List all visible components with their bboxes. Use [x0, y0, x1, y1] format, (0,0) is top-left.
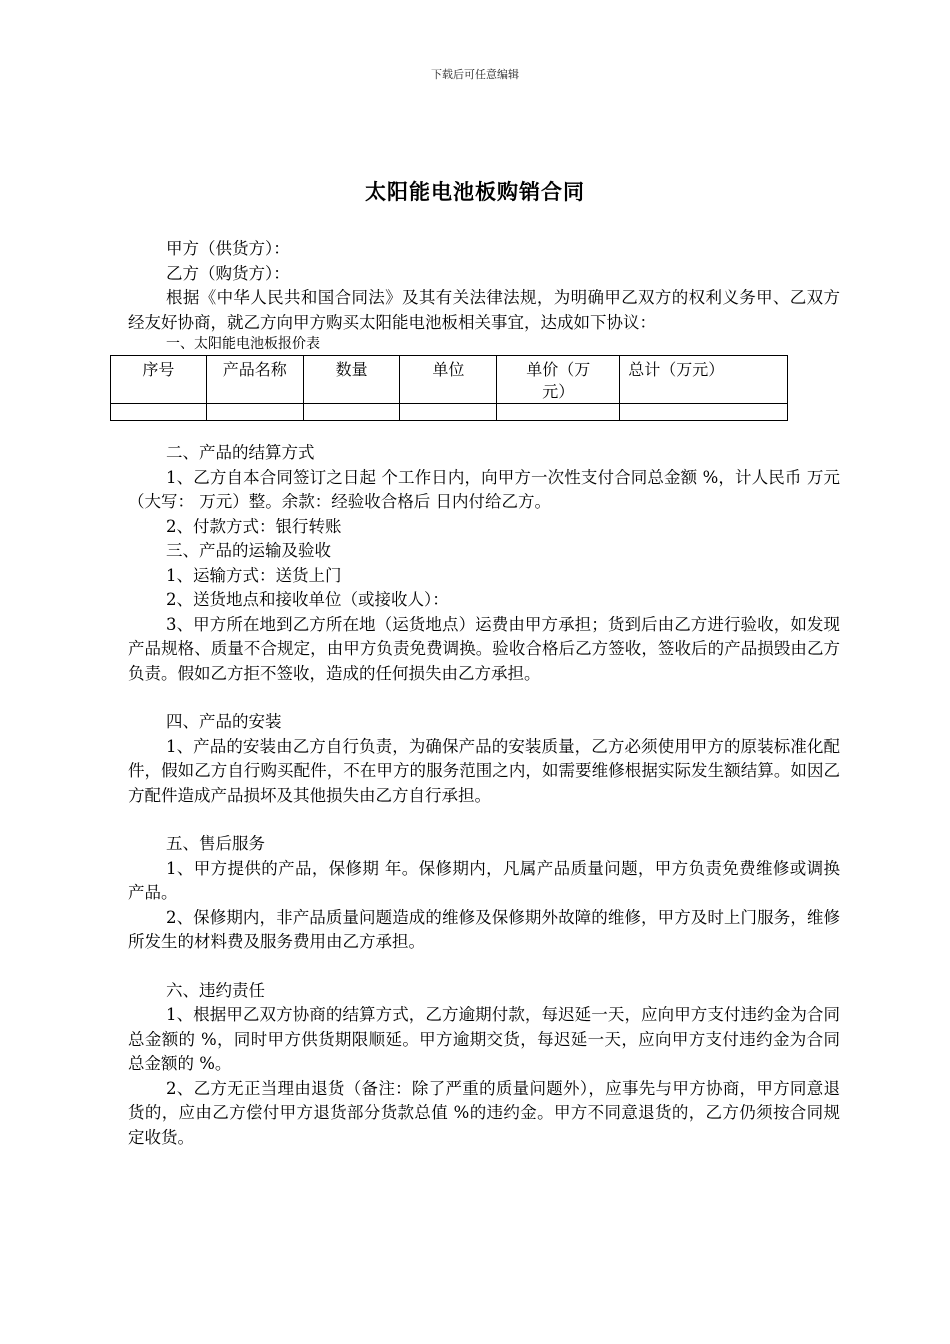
section-6-item-2: 2、乙方无正当理由退货（备注：除了严重的质量问题外），应事先与甲方协商，甲方同意退货的，应由乙方偿付甲方退货部分货款总值 %的违约金。甲方不同意退货的，乙方仍须按合同规定收货。: [128, 1078, 840, 1147]
section-6-heading: 六、违约责任: [166, 980, 265, 1000]
section-3-item-2: 2、送货地点和接收单位（或接收人）：: [166, 590, 449, 609]
table-cell: [400, 404, 497, 421]
col-header-unit-price: 单价（万元）: [497, 356, 620, 404]
spacer: [128, 686, 840, 710]
party-b-line: 乙方（购货方）：: [166, 263, 290, 283]
section-5-item-1: 1、甲方提供的产品，保修期 年。保修期内，凡属产品质量问题，甲方负责免费维修或调换产品。: [128, 858, 840, 902]
header-note: 下载后可任意编辑: [431, 68, 519, 81]
col-header-product: 产品名称: [206, 356, 303, 404]
document-title: 太阳能电池板购销合同: [365, 179, 585, 204]
section-3-item-3: 3、甲方所在地到乙方所在地（运货地点）运费由甲方承担；货到后由乙方进行验收，如发现产品规格、质量不合规定，由甲方负责免费调换。验收合格后乙方签收，签收后的产品损毁由乙方负责。假如乙方拒不签收，造成的任何损失由乙方承担。: [128, 614, 840, 683]
section-4-heading: 四、产品的安装: [166, 712, 282, 731]
col-header-index: 序号: [111, 356, 207, 404]
party-a-line: 甲方（供货方）：: [166, 239, 290, 258]
intro-paragraph: 根据《中华人民共和国合同法》及其有关法律法规，为明确甲乙双方的权利义务甲、乙双方经友好协商，就乙方向甲方购买太阳能电池板相关事宜，达成如下协议：: [128, 288, 840, 332]
col-header-quantity: 数量: [303, 356, 400, 404]
section-6-item-1: 1、根据甲乙双方协商的结算方式，乙方逾期付款，每迟延一天，应向甲方支付违约金为合同总金额的 %，同时甲方供货期限顺延。甲方逾期交货，每迟延一天，应向甲方支付违约金为合同总金额的 %。: [128, 1005, 840, 1073]
col-header-unit: 单位: [400, 356, 497, 404]
price-table: [110, 355, 788, 421]
price-table-empty-row: [111, 404, 788, 421]
section-4-item-1: 1、产品的安装由乙方自行负责，为确保产品的安装质量，乙方必须使用甲方的原装标准化配件，假如乙方自行购买配件，不在甲方的服务范围之内，如需要维修根据实际发生额结算。如因乙方配件造成产品损坏及其他损失由乙方自行承担。: [128, 736, 840, 805]
table-cell: [206, 404, 303, 421]
section-2-item-1: 1、乙方自本合同签订之日起 个工作日内，向甲方一次性支付合同总金额 %，计人民币 万元（大写： 万元）整。余款：经验收合格后 日内付给乙方。: [128, 467, 840, 511]
spacer: [128, 808, 840, 832]
section-5-item-2: 2、保修期内，非产品质量问题造成的维修及保修期外故障的维修，甲方及时上门服务，维修所发生的材料费及服务费用由乙方承担。: [128, 907, 840, 951]
col-header-total: 总计（万元）: [620, 356, 788, 404]
section-2-heading: 二、产品的结算方式: [166, 443, 315, 462]
section-1-heading: 一、太阳能电池板报价表: [166, 336, 320, 352]
section-5-heading: 五、售后服务: [166, 834, 265, 853]
table-cell: [620, 404, 788, 421]
section-2-item-2: 2、付款方式：银行转账: [166, 516, 342, 536]
section-3-heading: 三、产品的运输及验收: [166, 541, 331, 560]
table-cell: [303, 404, 400, 421]
spacer: [128, 955, 840, 979]
section-3-item-1: 1、运输方式：送货上门: [166, 565, 342, 585]
contract-body: [128, 237, 840, 1150]
table-cell: [111, 404, 207, 421]
price-table-header-row: [111, 356, 788, 404]
table-cell: [497, 404, 620, 421]
